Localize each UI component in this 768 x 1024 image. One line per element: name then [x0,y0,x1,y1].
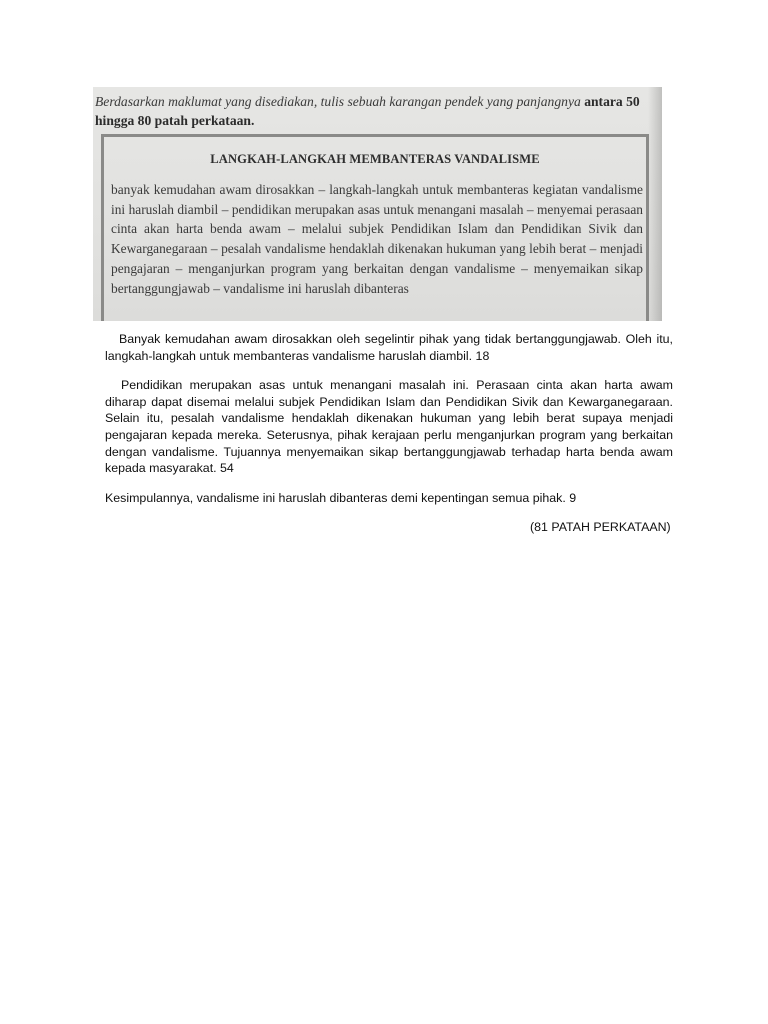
scanned-question-image [93,87,662,321]
essay-answer [105,331,673,506]
notes-box [101,134,649,321]
instruction-emphasis: antara [584,94,623,109]
essay-paragraph-intro: Banyak kemudahan awam dirosakkan oleh segelintir pihak yang tidak bertanggungjawab. Oleh itu, langkah-langkah untuk membanteras vandalisme haruslah diambil. 18 [105,332,673,363]
word-count-label: (81 PATAH PERKATAAN) [530,520,671,534]
question-instruction [95,92,655,130]
notes-body: banyak kemudahan awam dirosakkan – langkah-langkah untuk membanteras kegiatan vandalisme ini haruslah diambil – pendidikan merupakan asas untuk menangani masalah – menyemai perasaan cinta akan harta benda awam – melalui subjek Pendidikan Islam dan Pendidikan Sivik dan Kewarganegaraan – pesalah vandalisme hendaklah dikenakan hukuman yang lebih berat – menjadi pengajaran – menganjurkan program yang berkaitan dengan vandalisme – menyemaikan sikap bertanggungjawab – vandalisme ini haruslah dibanteras [111,182,643,296]
notes-heading: LANGKAH-LANGKAH MEMBANTERAS VANDALISME [210,152,540,166]
instruction-word-range: 50 hingga 80 patah perkataan. [95,94,640,128]
essay-paragraph-body: Pendidikan merupakan asas untuk menangani masalah ini. Perasaan cinta akan harta awam diharap dapat disemai melalui subjek Pendidikan Islam dan Pendidikan Sivik dan Kewarganegaraan. Selain itu, pesalah vandalisme hendaklah dikenakan hukuman yang lebih berat supaya menjadi pengajaran kepada mereka. Seterusnya, pihak kerajaan perlu menganjurkan program yang berkaitan dengan vandalisme. Tujuannya menyemaikan sikap bertanggungjawab terhadap harta benda awam kepada masyarakat. 54 [105,378,673,476]
essay-paragraph-conclusion: Kesimpulannya, vandalisme ini haruslah dibanteras demi kepentingan semua pihak. 9 [105,490,577,505]
instruction-text: Berdasarkan maklumat yang disediakan, tulis sebuah karangan pendek yang panjangnya [95,94,581,109]
